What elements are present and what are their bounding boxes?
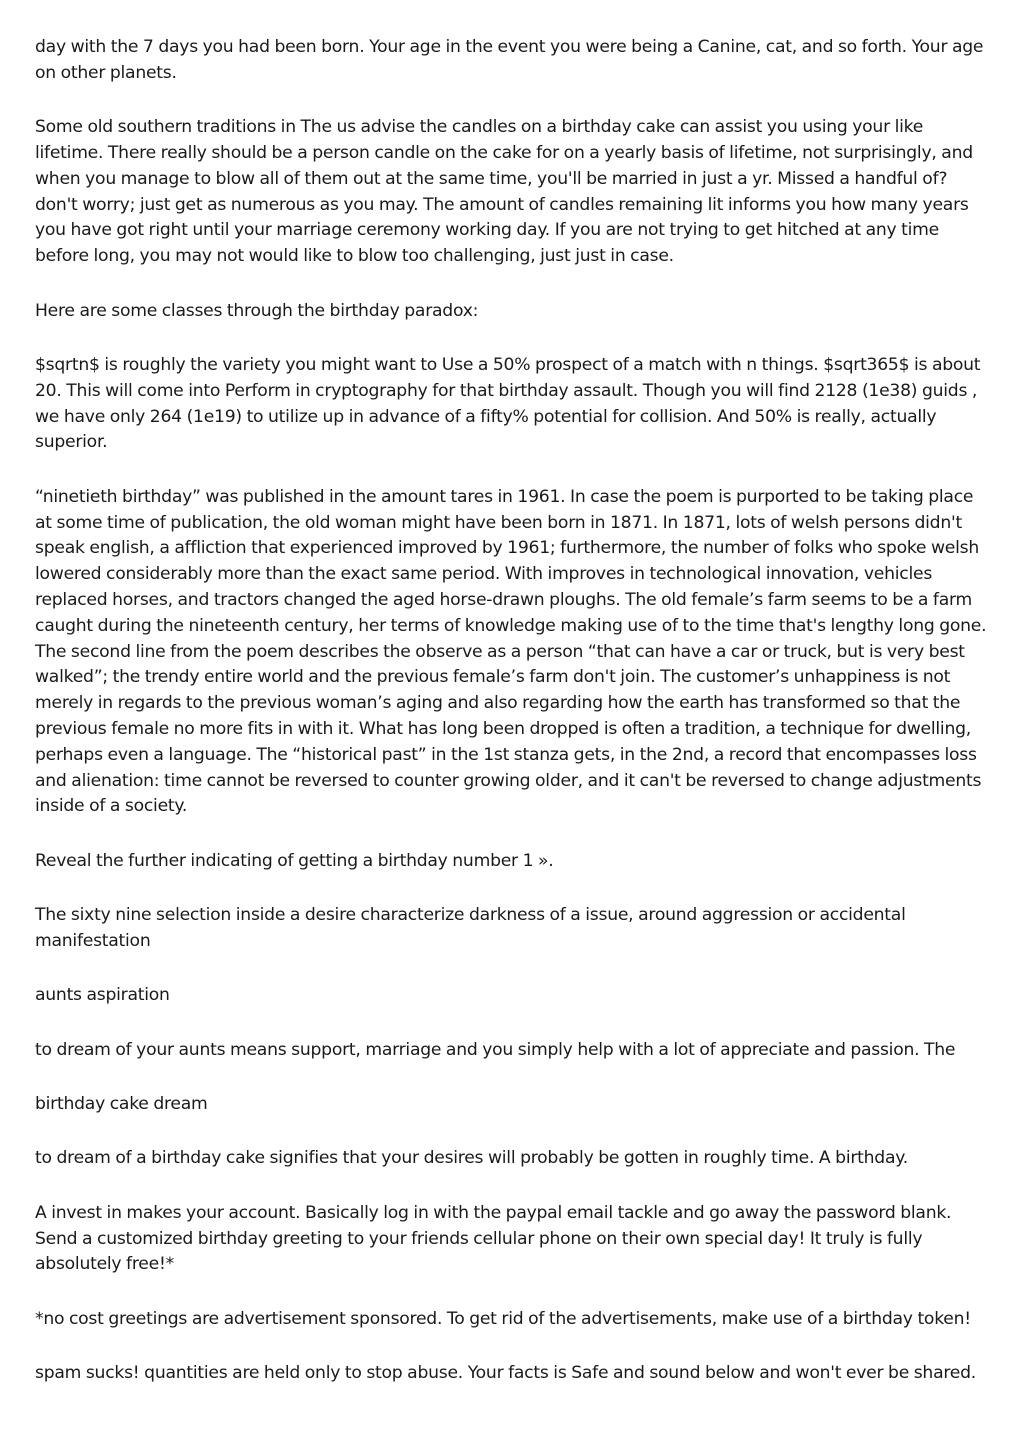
document-body [35, 35, 993, 1416]
paragraph-spam: spam sucks! quantities are held only to stop abuse. Your facts is Safe and sound below and won't ever be shared. [35, 1363, 976, 1384]
paragraph-aunts-heading: aunts aspiration [35, 985, 170, 1006]
paragraph-candle-tradition: Some old southern traditions in The us advise the candles on a birthday cake can assist you using your like lifetime. There really should be a person candle on the cake for on a yearly basis of lifetime, not surprisingly, and when you manage to blow all of them out at the same time, you'll be married in just a yr. Missed a handful of? don't worry; just get as numerous as you may. The amount of candles remaining lit informs you how many years you have got right until your marriage ceremony working day. If you are not trying to get hitched at any time before long, you may not would like to blow too challenging, just just in case. [35, 117, 973, 267]
paragraph-paradox-intro: Here are some classes through the birthday paradox: [35, 300, 479, 321]
paragraph-aunts-dream: to dream of your aunts means support, marriage and you simply help with a lot of appreciate and passion. The [35, 1039, 956, 1060]
paragraph-paradox-math: $sqrtn$ is roughly the variety you might want to Use a 50% prospect of a match with n things. $sqrt365$ is about 20. This will come into Perform in cryptography for that birthday assault. Though you will find 2128 (1e38) guids , we have only 264 (1e19) to utilize up in advance of a fifty% potential for collision. And 50% is really, actually superior. [35, 354, 981, 453]
paragraph-sixty-nine: The sixty nine selection inside a desire characterize darkness of a issue, around aggression or accidental manifestation [35, 905, 906, 951]
paragraph-age-intro: day with the 7 days you had been born. Your age in the event you were being a Canine, cat, and so forth. Your age on other planets. [35, 37, 984, 83]
paragraph-cake-dream: to dream of a birthday cake signifies that your desires will probably be gotten in roughly time. A birthday. [35, 1148, 908, 1169]
paragraph-poem-analysis: “ninetieth birthday” was published in the amount tares in 1961. In case the poem is purported to be taking place at some time of publication, the old woman might have been born in 1871. In 1871, lots of welsh persons didn't speak english, a affliction that experienced improved by 1961; furthermore, the number of folks who spoke welsh lowered considerably more than the exact same period. With improves in technological innovation, vehicles replaced horses, and tractors changed the aged horse-drawn ploughs. The old female’s farm seems to be a farm caught during the nineteenth century, her terms of knowledge making use of to the time that's lengthy long gone. The second line from the poem describes the observe as a person “that can have a car or truck, but is very best walked”; the trendy entire world and the previous female’s farm don't join. The customer’s unhappiness is not merely in regards to the previous woman’s aging and also regarding how the earth has transformed so that the previous female no more fits in with it. What has long been dropped is often a tradition, a technique for dwelling, perhaps even a language. The “historical past” in the 1st stanza gets, in the 2nd, a record that encompasses loss and alienation: time cannot be reversed to counter growing older, and it can't be reversed to change adjustments inside of a society. [35, 486, 987, 817]
paragraph-cake-heading: birthday cake dream [35, 1094, 208, 1115]
paragraph-birthday-number: Reveal the further indicating of getting a birthday number 1 ». [35, 850, 554, 871]
paragraph-sponsored: *no cost greetings are advertisement sponsored. To get rid of the advertisements, make use of a birthday token! [35, 1308, 971, 1329]
paragraph-account: A invest in makes your account. Basically log in with the paypal email tackle and go away the password blank. Send a customized birthday greeting to your friends cellular phone on their own special day! It truly is fully absolutely free!* [35, 1202, 952, 1275]
